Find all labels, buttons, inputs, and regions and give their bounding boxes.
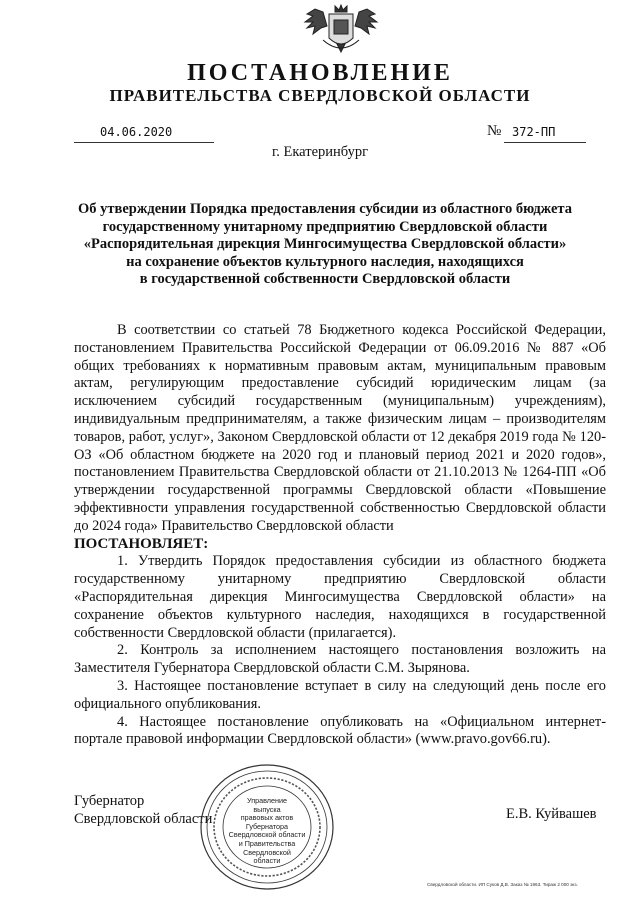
heading-line: в государственной собственности Свердловской области — [139, 271, 511, 287]
document-title: ПОСТАНОВЛЕНИЕ — [187, 60, 453, 86]
coat-of-arms-icon — [301, 4, 381, 58]
signer-position — [74, 792, 212, 828]
clause-1: 1. Утвердить Порядок предоставления субсидии из областного бюджета государственному унитарному предприятию Свердловской области «Распорядительная дирекция Мингосимущества Свердловской области» на сохранение объектов культурного наследия, находящихся в государственной собственности Свердловской области (прилагается). — [74, 553, 606, 641]
heading-line: «Распорядительная дирекция Мингосимущества Свердловской области» — [83, 236, 567, 252]
seal-line: Свердловской — [243, 847, 291, 857]
document-number: 372-ПП — [512, 125, 556, 139]
seal-line: Управление — [247, 796, 287, 805]
preamble-paragraph: В соответствии со статьей 78 Бюджетного кодекса Российской Федерации, постановлением Правительства Российской Федерации от 06.09.2016 № 887 «Об общих требованиях к нормативным правовым актам, муниципальным правовым актам, регулирующим предоставление субсидий юридическим лицам (за исключением субсидий государственным (муниципальным) учреждениям), индивидуальным предпринимателям, а также физическим лицам – производителям товаров, работ, услуг», Законом Свердловской области от 12 декабря 2019 года № 120-ОЗ «Об областном бюджете на 2020 год и плановый период 2021 и 2020 годов», постановлением Правительства Свердловской области от 21.10.2013 № 1264-ПП «Об утверждении государственной программы Свердловской области «Повышение эффективности управления государственной собственностью Свердловской области до 2024 года» Правительство Свердловской области — [74, 322, 606, 534]
signer-position-line: Губернатор — [74, 793, 145, 809]
document-date-field — [74, 124, 214, 143]
clause-4: 4. Настоящее постановление опубликовать на «Официальном интернет-портале правовой информации Свердловской области» (www.pravo.gov66.ru). — [74, 713, 606, 748]
seal-line: выпуска — [253, 804, 281, 814]
clause-3: 3. Настоящее постановление вступает в силу на следующий день после его официального опубликования. — [74, 677, 606, 712]
seal-line: и Правительства — [238, 838, 296, 848]
heading-line: государственному унитарному предприятию Свердловской области — [102, 218, 548, 235]
print-footer: Свердловской области. ИП Суков Д.В. Заказ № 1963. Тираж 2 000 экз. — [427, 882, 578, 887]
document-heading — [60, 201, 590, 289]
seal-center-text — [225, 797, 309, 866]
signer-name: Е.В. Куйвашев — [506, 806, 597, 822]
seal-line: правовых актов — [240, 813, 294, 823]
document-number-field — [504, 124, 586, 143]
resolves-heading: ПОСТАНОВЛЯЕТ: — [74, 535, 209, 552]
document-date: 04.06.2020 — [100, 125, 173, 139]
seal-line: Губернатора — [245, 821, 289, 831]
seal-line: области — [253, 856, 281, 866]
seal-line: Свердловской области — [228, 830, 306, 840]
signer-position-line: Свердловской области — [74, 811, 213, 827]
clause-2: 2. Контроль за исполнением настоящего постановления возложить на Заместителя Губернатора Свердловской области С.М. Зырянова. — [74, 642, 606, 677]
issuing-authority: ПРАВИТЕЛЬСТВА СВЕРДЛОВСКОЙ ОБЛАСТИ — [109, 86, 531, 105]
document-body — [74, 322, 606, 749]
heading-line: Об утверждении Порядка предоставления субсидии из областного бюджета — [78, 201, 572, 217]
heading-line: на сохранение объектов культурного наследия, находящихся — [126, 253, 524, 270]
number-sign: № — [487, 123, 502, 139]
document-city: г. Екатеринбург — [271, 144, 369, 160]
